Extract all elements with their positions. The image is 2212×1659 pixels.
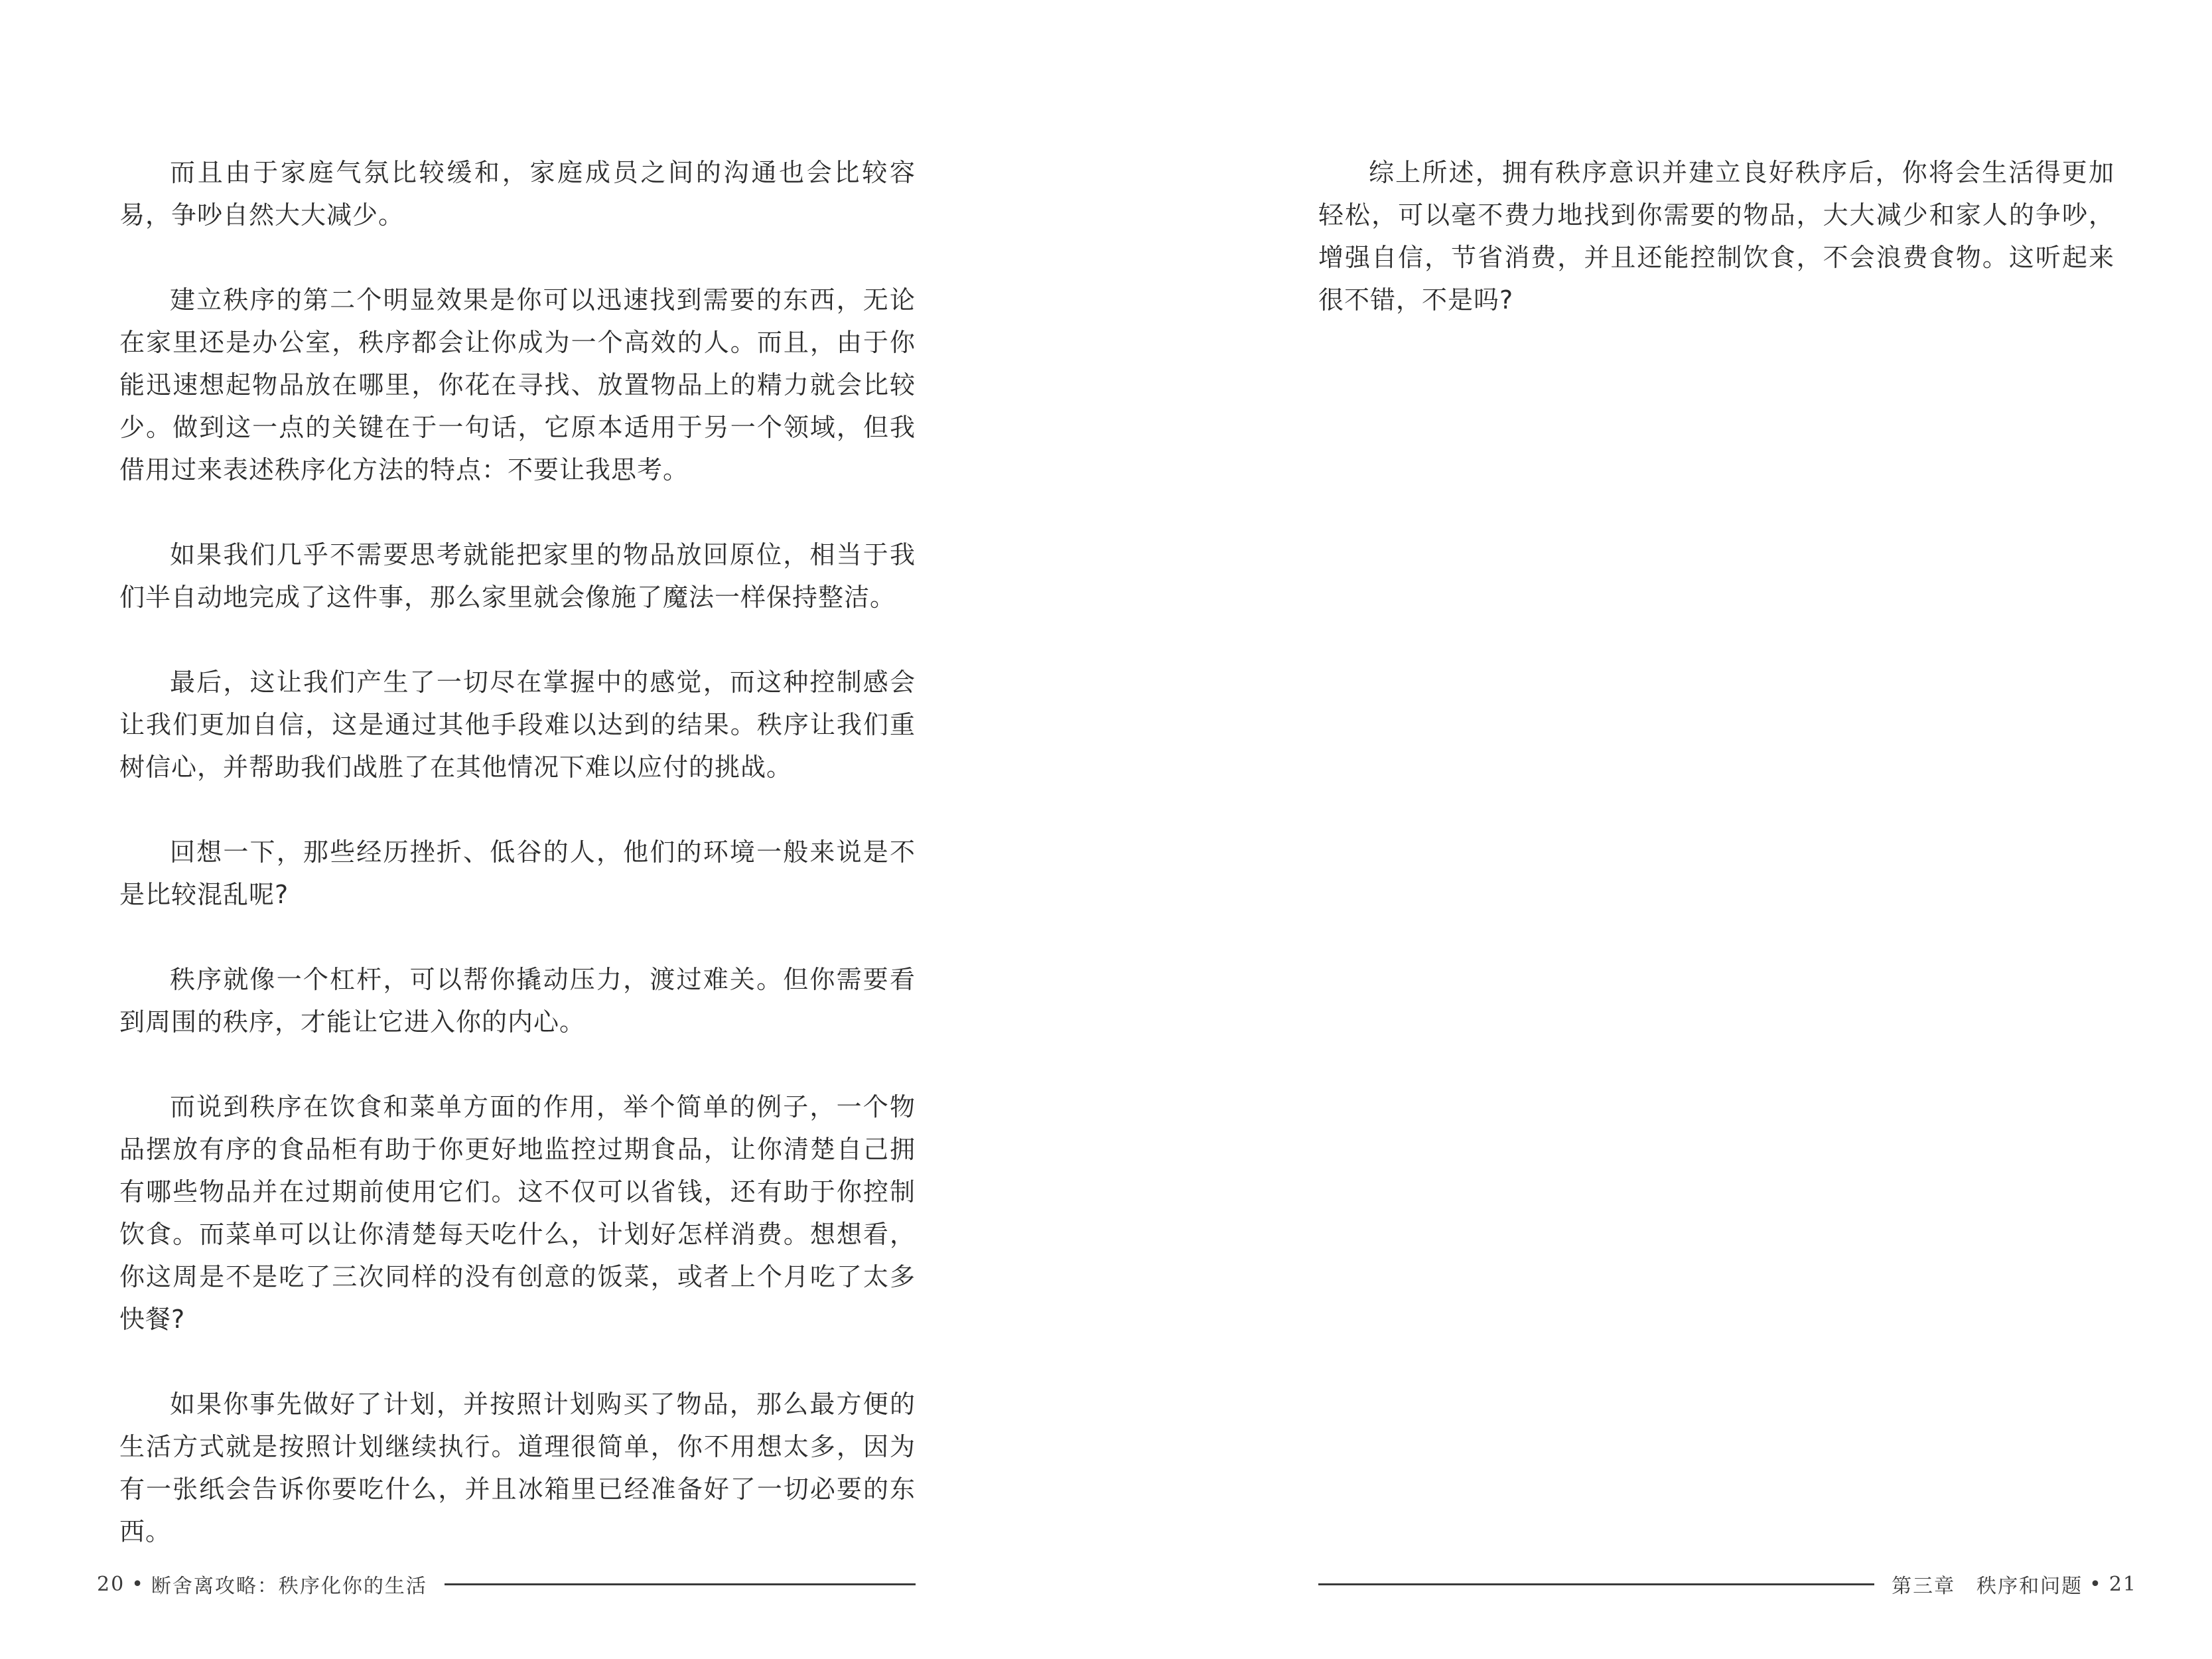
- paragraph: 而说到秩序在饮食和菜单方面的作用，举个简单的例子，一个物品摆放有序的食品柜有助于你更好地监控过期食品，让你清楚自己拥有哪些物品并在过期前使用它们。这不仅可以省钱，还有助于你控制饮食。而菜单可以让你清楚每天吃什么，计划好怎样消费。想想看，你这周是不是吃了三次同样的没有创意的饭菜，或者上个月吃了太多快餐?: [119, 1092, 916, 1334]
- page-number: 21: [2108, 1572, 2137, 1596]
- running-head-book-title: 断舍离攻略：秩序化你的生活: [151, 1575, 427, 1598]
- footer-rule: [1318, 1583, 1874, 1585]
- right-page-footer: [1318, 1567, 2137, 1601]
- paragraph: 而且由于家庭气氛比较缓和，家庭成员之间的沟通也会比较容易，争吵自然大大减少。: [119, 158, 916, 230]
- paragraph: 如果你事先做好了计划，并按照计划购买了物品，那么最方便的生活方式就是按照计划继续执行。道理很简单，你不用想太多，因为有一张纸会告诉你要吃什么，并且冰箱里已经准备好了一切必要的东西。: [119, 1390, 916, 1546]
- paragraph: 秩序就像一个杠杆，可以帮你撬动压力，渡过难关。但你需要看到周围的秩序，才能让它进入你的内心。: [119, 965, 916, 1037]
- left-page-footer: [97, 1567, 916, 1601]
- footer-separator: •: [2089, 1572, 2103, 1596]
- paragraph: 综上所述，拥有秩序意识并建立良好秩序后，你将会生活得更加轻松，可以毫不费力地找到你需要的物品，大大减少和家人的争吵，增强自信，节省消费，并且还能控制饮食，不会浪费食物。这听起来很不错，不是吗?: [1318, 158, 2114, 315]
- paragraph: 如果我们几乎不需要思考就能把家里的物品放回原位，相当于我们半自动地完成了这件事，那么家里就会像施了魔法一样保持整洁。: [119, 540, 916, 612]
- footer-separator: •: [131, 1572, 145, 1596]
- paragraph: 建立秩序的第二个明显效果是你可以迅速找到需要的东西，无论在家里还是办公室，秩序都会让你成为一个高效的人。而且，由于你能迅速想起物品放在哪里，你花在寻找、放置物品上的精力就会比较少。做到这一点的关键在于一句话，它原本适用于另一个领域，但我借用过来表述秩序化方法的特点：不要让我思考。: [119, 285, 916, 484]
- paragraph: 最后，这让我们产生了一切尽在掌握中的感觉，而这种控制感会让我们更加自信，这是通过其他手段难以达到的结果。秩序让我们重树信心，并帮助我们战胜了在其他情况下难以应付的挑战。: [119, 668, 916, 782]
- footer-rule: [445, 1583, 916, 1585]
- page-number: 20: [97, 1572, 125, 1596]
- left-page-body: [119, 151, 916, 1595]
- paragraph: 回想一下，那些经历挫折、低谷的人，他们的环境一般来说是不是比较混乱呢?: [119, 837, 916, 909]
- running-head-chapter: 第三章 秩序和问题: [1892, 1575, 2083, 1598]
- right-page-body: [1318, 151, 2114, 364]
- right-page: [1106, 0, 2212, 1659]
